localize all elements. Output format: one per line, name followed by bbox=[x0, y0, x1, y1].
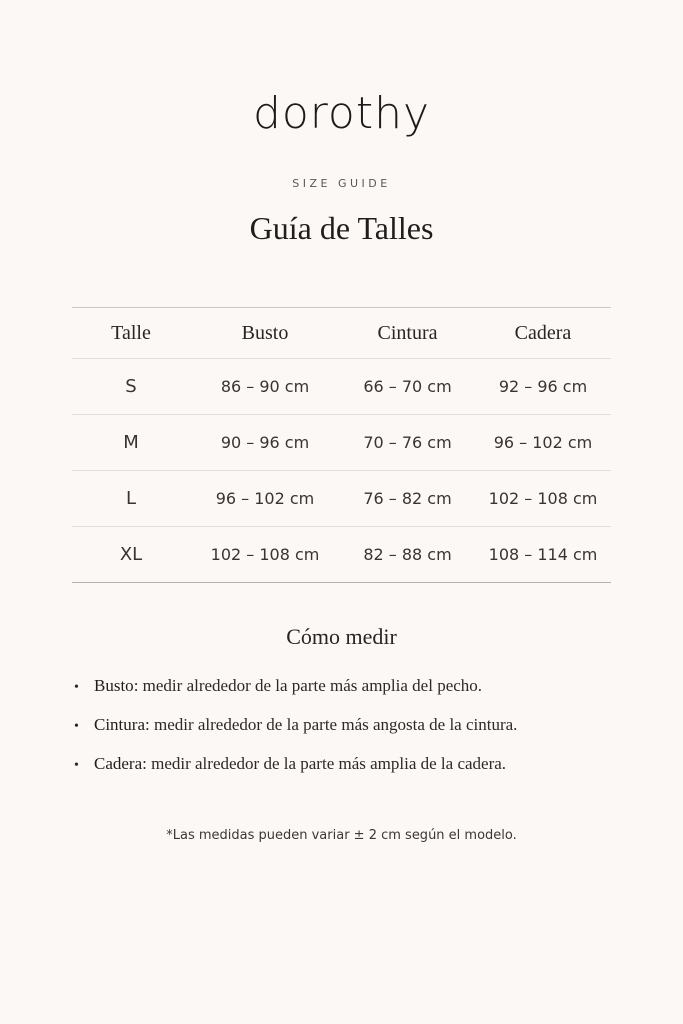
how-to-measure-title: Cómo medir bbox=[286, 624, 397, 649]
list-item bbox=[74, 754, 644, 793]
waist-cell: 76 – 82 cm bbox=[340, 471, 475, 527]
header-hip: Cadera bbox=[475, 308, 611, 359]
measure-text: : medir alrededor de la parte más amplia de la cadera. bbox=[142, 754, 507, 773]
bullet-icon: • bbox=[74, 758, 79, 773]
how-to-measure-list bbox=[74, 676, 644, 793]
bust-cell: 96 – 102 cm bbox=[190, 471, 340, 527]
list-item bbox=[74, 676, 644, 715]
table-row bbox=[72, 527, 611, 583]
bust-cell: 102 – 108 cm bbox=[210, 545, 320, 564]
waist-cell: 82 – 88 cm bbox=[363, 545, 452, 564]
bust-cell: 86 – 90 cm bbox=[190, 359, 340, 415]
hip-cell: 108 – 114 cm bbox=[488, 545, 598, 564]
table-row bbox=[72, 471, 611, 527]
hip-cell: 96 – 102 cm bbox=[475, 415, 611, 471]
size-cell: L bbox=[72, 471, 190, 527]
hip-cell: 102 – 108 cm bbox=[475, 471, 611, 527]
size-cell: M bbox=[72, 415, 190, 471]
bullet-icon: • bbox=[74, 680, 79, 695]
hip-cell: 92 – 96 cm bbox=[475, 359, 611, 415]
brand-logo: dorothy bbox=[252, 88, 431, 139]
table-header-row bbox=[72, 308, 611, 359]
table-row bbox=[72, 415, 611, 471]
measure-text: : medir alrededor de la parte más amplia del pecho. bbox=[133, 676, 483, 695]
list-item bbox=[74, 715, 644, 754]
measure-term: Cintura bbox=[94, 715, 145, 734]
footnote: *Las medidas pueden variar ± 2 cm según el modelo. bbox=[166, 828, 517, 843]
header-waist: Cintura bbox=[340, 308, 475, 359]
table-row bbox=[72, 359, 611, 415]
header-size: Talle bbox=[72, 308, 190, 359]
measure-term: Cadera bbox=[94, 754, 143, 773]
eyebrow-label: SIZE GUIDE bbox=[292, 177, 391, 190]
size-table bbox=[72, 307, 611, 583]
size-cell: XL bbox=[119, 544, 143, 565]
measure-term: Busto bbox=[94, 676, 134, 695]
waist-cell: 66 – 70 cm bbox=[340, 359, 475, 415]
page-title: Guía de Talles bbox=[249, 210, 434, 246]
measure-text: : medir alrededor de la parte más angosta de la cintura. bbox=[145, 715, 518, 734]
size-cell: S bbox=[72, 359, 190, 415]
bullet-icon: • bbox=[74, 719, 79, 734]
header-bust: Busto bbox=[190, 308, 340, 359]
waist-cell: 70 – 76 cm bbox=[340, 415, 475, 471]
bust-cell: 90 – 96 cm bbox=[190, 415, 340, 471]
